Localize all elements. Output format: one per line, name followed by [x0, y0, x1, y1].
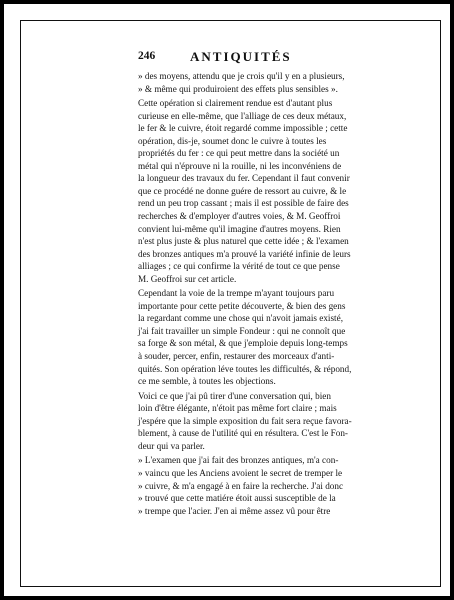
text-line: » & même qui produiroient des effets plus sensibles ». [138, 83, 338, 94]
text-line: Cette opération si clairement rendue est d'autant plus [138, 98, 333, 109]
text-line: M. Geoffroi sur cet article. [138, 273, 237, 284]
text-line: loin d'être élégante, n'étoit pas même fort claire ; mais [138, 403, 337, 414]
text-line: la regardant comme une chose qui n'avoit jamais existé, [138, 313, 343, 324]
text-line: blement, à cause de l'utilité qui en résultera. C'est le Fon- [138, 428, 348, 439]
text-line: à souder, percer, enfin, restaurer des morceaux d'anti- [138, 351, 335, 362]
paragraph [138, 97, 388, 285]
paragraph [138, 454, 388, 517]
text-line: importante pour cette petite découverte, & bien des gens [138, 300, 346, 311]
text-line: deur qui va parler. [138, 440, 205, 451]
running-title: ANTIQUITÉS [190, 49, 292, 64]
text-line: » cuivre, & m'a engagé à en faire la recherche. J'ai donc [138, 480, 344, 491]
text-line: recherches & d'employer d'autres voies, & M. Geoffroi [138, 211, 341, 222]
text-line: j'espére que la simple exposition du fait sera reçue favora- [138, 415, 352, 426]
text-line: » trempe que l'acier. J'en ai même assez vû pour être [138, 505, 331, 516]
paragraph [138, 70, 388, 95]
text-line: sa forge & son métal, & que j'emploie depuis long-temps [138, 338, 348, 349]
text-line: curieuse en elle-même, que l'alliage de ces deux métaux, [138, 110, 347, 121]
text-line: ce me semble, à toutes les objections. [138, 376, 276, 387]
text-line: que ce procédé ne donne guére de ressort au cuivre, & le [138, 185, 347, 196]
page-header [138, 50, 388, 66]
text-line: j'ai fait travailler un simple Fondeur : qui ne connoît que [138, 325, 346, 336]
text-line: opération, dis-je, soumet donc le cuivre à toutes les [138, 135, 327, 146]
text-line: n'est plus juste & plus naturel que cette idée ; & l'examen [138, 236, 349, 247]
body-text [138, 70, 388, 517]
text-line: convient lui-même qu'il imagine d'autres moyens. Rien [138, 223, 341, 234]
paragraph [138, 390, 388, 453]
paragraph [138, 287, 388, 387]
page-number: 246 [138, 50, 156, 62]
text-line: Voici ce que j'ai pû tirer d'une conversation qui, bien [138, 390, 331, 401]
text-line: » trouvé que cette matiére étoit aussi susceptible de la [138, 493, 336, 504]
text-line: le fer & le cuivre, étoit regardé comme impossible ; cette [138, 123, 348, 134]
text-line: propriétés du fer : ce qui peut mettre dans la société un [138, 148, 340, 159]
text-line: métal qui n'éprouve ni la rouille, ni les inconvéniens de [138, 160, 342, 171]
text-line: rend un peu trop cassant ; mais il est possible de faire des [138, 198, 349, 209]
text-line: quités. Son opération léve toutes les difficultés, & répond, [138, 363, 352, 374]
text-line: » des moyens, attendu que je crois qu'il y en a plusieurs, [138, 71, 345, 81]
text-line: » vaincu que les Anciens avoient le secret de tremper le [138, 467, 343, 478]
text-line: alliages ; ce qui confirme la vérité de tout ce que pense [138, 261, 340, 272]
text-line: des bronzes antiques m'a prouvé la variété infinie de leurs [138, 248, 351, 259]
text-line: » L'examen que j'ai fait des bronzes antiques, m'a con- [138, 455, 339, 466]
text-line: Cependant la voie de la trempe m'ayant toujours paru [138, 288, 335, 299]
text-line: la longueur des travaux du fer. Cependant il faut convenir [138, 173, 350, 184]
